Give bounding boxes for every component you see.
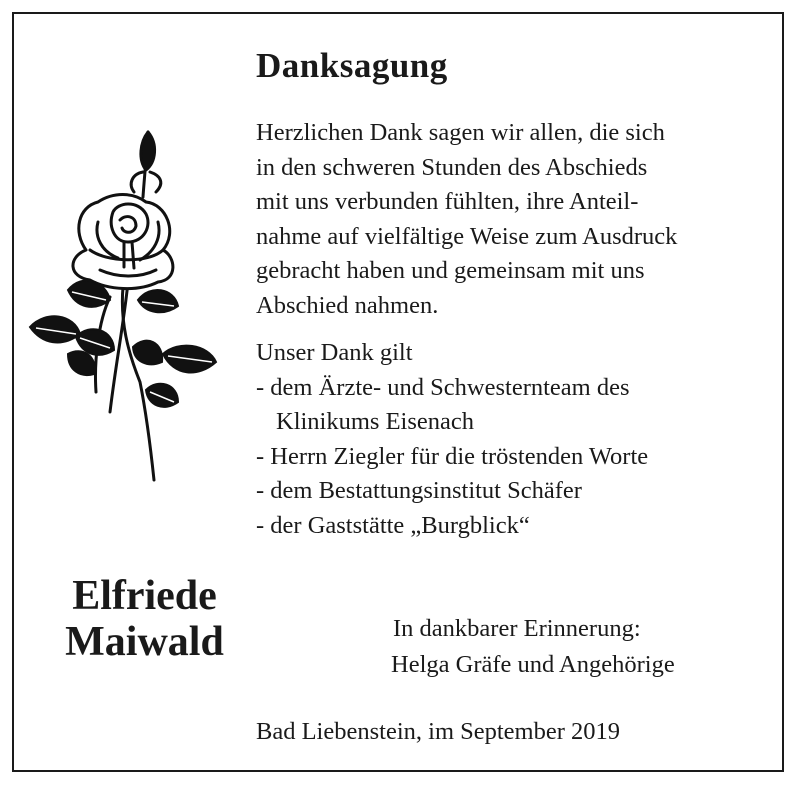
place-date: Bad Liebenstein, im September 2019 [256,718,621,745]
page-title: Danksagung [256,46,448,85]
list-item: - dem Bestattungsinstitut Schäfer [256,477,582,505]
rose-illustration [28,122,228,487]
paragraph-line: in den schweren Stunden des Abschieds [256,153,648,181]
closing-line: In dankbarer Erinnerung: [393,615,641,642]
paragraph-line: Herzlichen Dank sagen wir allen, die sich [256,119,665,146]
paragraph-line: gebracht haben und gemeinsam mit uns [256,257,645,285]
deceased-first-name: Elfriede [72,573,217,619]
list-item: - Herrn Ziegler für die tröstenden Worte [256,442,649,470]
list-item: - dem Ärzte- und Schwesternteam des [256,373,630,401]
thanks-intro: Unser Dank gilt [256,339,413,366]
thanks-list [256,336,776,544]
paragraph-line: nahme auf vielfältige Weise zum Ausdruck [256,222,678,250]
signatories: Helga Gräfe und Angehörige [391,651,675,678]
paragraph-line: mit uns verbunden fühlten, ihre Anteil- [256,188,639,216]
deceased-name [32,573,257,665]
thank-you-paragraph [256,116,776,324]
closing-signature [393,611,675,683]
list-item-continuation: Klinikums Eisenach [276,408,475,436]
list-item: - der Gaststätte „Burgblick“ [256,511,530,539]
deceased-last-name: Maiwald [65,619,224,665]
paragraph-line: Abschied nahmen. [256,291,439,319]
